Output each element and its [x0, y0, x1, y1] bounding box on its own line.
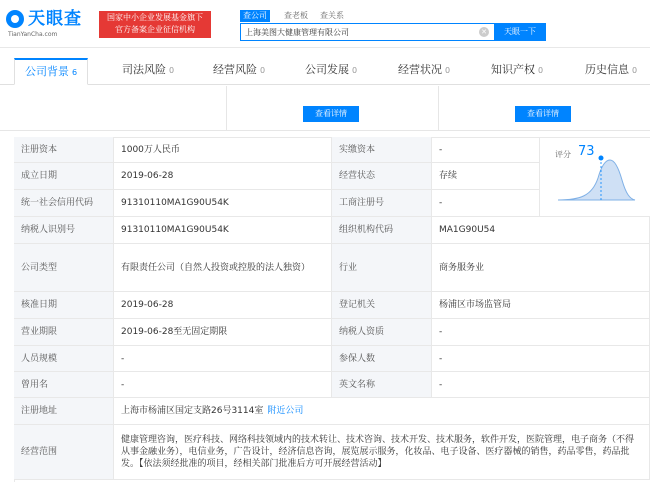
tianyancha-logo[interactable]	[6, 8, 94, 40]
tab-history[interactable]	[585, 58, 637, 85]
tab-company-development[interactable]	[305, 58, 357, 85]
tab-business-risk[interactable]	[213, 58, 265, 85]
est-date-label: 成立日期	[14, 163, 114, 189]
industry-label: 行业	[332, 244, 432, 291]
biz-reg-label: 工商注册号	[332, 190, 432, 216]
score-marker-dot	[599, 156, 604, 161]
table-row	[14, 346, 650, 372]
tab-operating-status[interactable]	[398, 58, 450, 85]
tab-label: 历史信息	[585, 63, 629, 76]
tab-intellectual-property[interactable]	[491, 58, 543, 85]
scope-label: 经营范围	[14, 425, 114, 479]
score-curve-chart	[540, 138, 650, 216]
view-details-button[interactable]: 查看详情	[515, 106, 571, 122]
detail-row	[0, 86, 650, 131]
official-badge	[99, 11, 211, 38]
authority-value: 杨浦区市场监管局	[432, 292, 650, 318]
nearby-companies-link[interactable]: 附近公司	[267, 406, 304, 416]
insured-label: 参保人数	[332, 346, 432, 371]
detail-cell	[438, 86, 650, 131]
table-row	[14, 217, 650, 244]
tab-label: 经营风险	[213, 63, 257, 76]
tab-label: 知识产权	[491, 63, 535, 76]
tab-company-background[interactable]	[14, 58, 88, 85]
tab-label: 经营状况	[398, 63, 442, 76]
badge-line-1: 国家中小企业发展基金旗下	[107, 13, 203, 22]
tab-label: 公司背景	[25, 65, 69, 78]
detail-cell	[226, 86, 438, 131]
search-button[interactable]: 天眼一下	[494, 23, 546, 41]
score-distribution-curve	[558, 160, 635, 200]
approval-date-value: 2019-06-28	[114, 292, 332, 318]
tab-count: 0	[538, 66, 544, 75]
credit-code-label: 统一社会信用代码	[14, 190, 114, 216]
tab-count: 0	[169, 66, 175, 75]
view-details-button[interactable]: 查看详情	[303, 106, 359, 122]
approval-date-label: 核准日期	[14, 292, 114, 318]
company-type-label: 公司类型	[14, 244, 114, 291]
address-cell	[114, 398, 650, 424]
status-value: 存续	[432, 163, 540, 189]
table-row	[14, 244, 650, 292]
tab-label: 公司发展	[305, 63, 349, 76]
org-code-value: MA1G90U54	[432, 217, 650, 243]
est-date-value: 2019-06-28	[114, 163, 332, 189]
logo-name: 天眼查	[28, 9, 82, 29]
logo-url: TianYanCha.com	[8, 31, 58, 38]
badge-line-2: 官方备案企业征信机构	[115, 25, 195, 34]
score-label: 评分	[555, 150, 571, 159]
staff-label: 人员规模	[14, 346, 114, 371]
term-label: 营业期限	[14, 319, 114, 345]
clear-icon[interactable]: ✕	[479, 27, 489, 37]
eye-logo-icon	[6, 10, 24, 28]
staff-value: -	[114, 346, 332, 371]
score-panel	[540, 138, 650, 216]
reg-capital-label: 注册资本	[14, 137, 114, 162]
insured-value: -	[432, 346, 650, 371]
tab-count: 0	[260, 66, 266, 75]
former-name-label: 曾用名	[14, 372, 114, 397]
reg-capital-value: 1000万人民币	[114, 137, 332, 162]
tab-count: 0	[445, 66, 451, 75]
address-value: 上海市杨浦区国定支路26号3114室	[121, 406, 264, 416]
biz-reg-value: -	[432, 190, 540, 216]
taxpayer-qual-label: 纳税人资质	[332, 319, 432, 345]
term-value: 2019-06-28至无固定期限	[114, 319, 332, 345]
former-name-value: -	[114, 372, 332, 397]
search-tab-relation[interactable]: 查关系	[320, 11, 344, 20]
tab-label: 司法风险	[122, 63, 166, 76]
tab-count: 0	[632, 66, 638, 75]
taxpayer-qual-value: -	[432, 319, 650, 345]
table-row	[14, 372, 650, 398]
tab-count: 0	[352, 66, 358, 75]
taxpayer-label: 纳税人识别号	[14, 217, 114, 243]
credit-code-value: 91310110MA1G90U54K	[114, 190, 332, 216]
scope-value: 健康管理咨询，医疗科技、网络科技领域内的技术转让、技术咨询、技术开发、技术服务，软件开发，医院管理，电子商务（不得从事金融业务），电信业务，广告设计，经济信息咨询，展览展示服务，化妆品、电子设备、医疗器械的销售，药品零售，药品批发。【依法须经批准的项目，经相关部门批准后方可开展经营活动】	[114, 425, 650, 479]
section-tabs	[0, 58, 650, 85]
english-name-label: 英文名称	[332, 372, 432, 397]
table-row	[14, 425, 650, 480]
search-tab-company[interactable]: 查公司	[240, 10, 270, 22]
industry-value: 商务服务业	[432, 244, 650, 291]
taxpayer-value: 91310110MA1G90U54K	[114, 217, 332, 243]
address-label: 注册地址	[14, 398, 114, 424]
search-input[interactable]	[245, 26, 475, 38]
paid-capital-value: -	[432, 137, 540, 162]
status-label: 经营状态	[332, 163, 432, 189]
table-row	[14, 398, 650, 425]
top-header	[0, 0, 650, 48]
authority-label: 登记机关	[332, 292, 432, 318]
company-type-value: 有限责任公司（自然人投资或控股的法人独资）	[114, 244, 332, 291]
table-row	[14, 292, 650, 319]
tab-legal-risk[interactable]	[122, 58, 174, 85]
table-row	[14, 319, 650, 346]
score-value: 73	[578, 144, 595, 159]
english-name-value: -	[432, 372, 650, 397]
paid-capital-label: 实缴资本	[332, 137, 432, 162]
tab-count: 6	[72, 68, 78, 77]
search-box	[240, 23, 495, 41]
org-code-label: 组织机构代码	[332, 217, 432, 243]
search-tab-boss[interactable]: 查老板	[284, 11, 308, 20]
